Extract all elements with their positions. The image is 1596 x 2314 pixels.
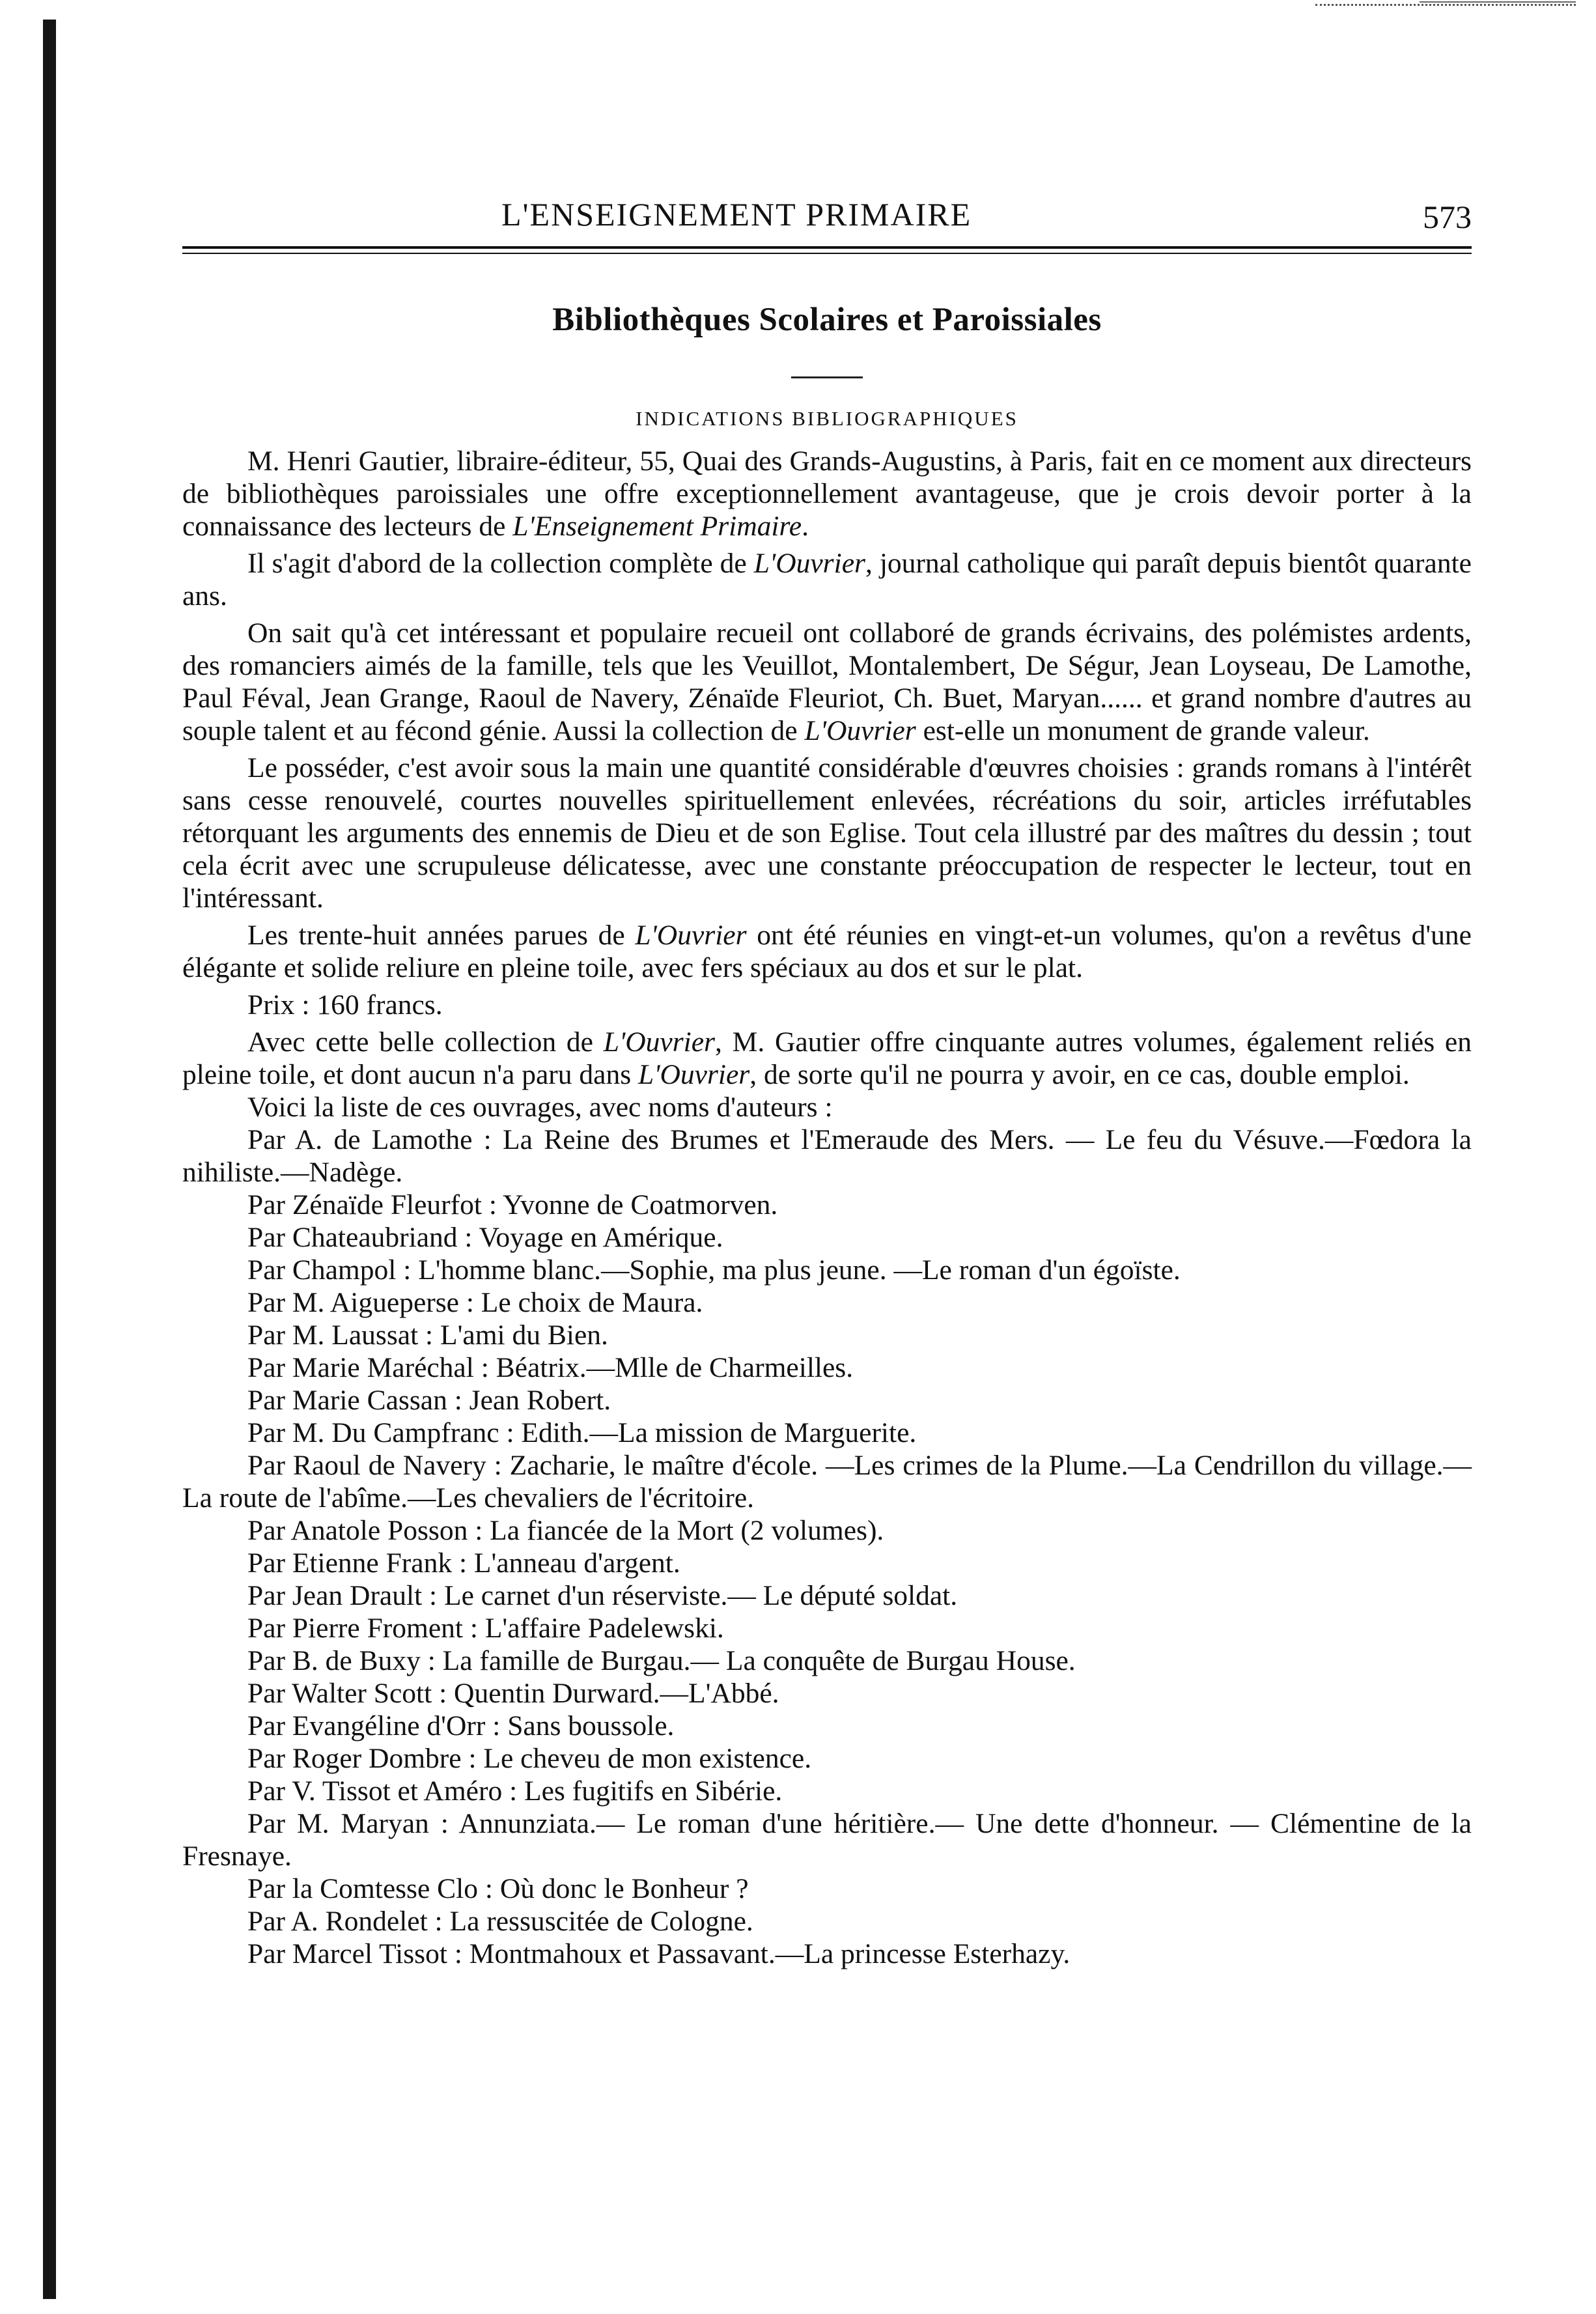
book-list-item: Par Marie Cassan : Jean Robert. bbox=[247, 1385, 611, 1416]
scan-binding-edge bbox=[43, 20, 56, 2299]
book-list-item: Par V. Tissot et Améro : Les fugitifs en Sibérie. bbox=[247, 1775, 783, 1807]
book-list-item: Par Chateaubriand : Voyage en Amérique. bbox=[247, 1222, 723, 1253]
page-number: 573 bbox=[1423, 199, 1472, 235]
book-list-item: Par M. Laussat : L'ami du Bien. bbox=[247, 1319, 608, 1351]
running-title: L'ENSEIGNEMENT PRIMAIRE bbox=[501, 196, 972, 233]
book-page bbox=[182, 182, 1472, 1970]
running-head bbox=[182, 182, 1472, 234]
book-list-item: Par Pierre Froment : L'affaire Padelewski. bbox=[247, 1613, 724, 1644]
book-list bbox=[182, 1123, 1472, 1970]
book-list-item: Par Champol : L'homme blanc.—Sophie, ma plus jeune. —Le roman d'un égoïste. bbox=[247, 1254, 1181, 1286]
book-list-item: Par la Comtesse Clo : Où donc le Bonheur ? bbox=[247, 1873, 749, 1904]
price-line: Prix : 160 francs. bbox=[247, 989, 443, 1021]
book-list-item: Par A. de Lamothe : La Reine des Brumes et l'Emeraude des Mers. — Le feu du Vésuve.—Fœdora la nihiliste.—Nadège. bbox=[182, 1124, 1472, 1188]
book-list-item: Par Etienne Frank : L'anneau d'argent. bbox=[247, 1547, 680, 1579]
book-list-item: Par Evangéline d'Orr : Sans boussole. bbox=[247, 1710, 675, 1742]
book-list-item: Par M. Aigueperse : Le choix de Maura. bbox=[247, 1287, 703, 1318]
paragraph-4: Le posséder, c'est avoir sous la main une quantité considérable d'œuvres choisies : grands romans à l'intérêt sans cesse renouvelé, courtes nouvelles spirituellement enlevées, récréations du soir, articles irréfutables rétorquant les arguments des ennemis de Dieu et de son Eglise. Tout cela illustré par des maîtres du dessin ; tout cela écrit avec une scrupuleuse délicatesse, avec une constante préoccupation de respecter le lecteur, tout en l'intéressant. bbox=[182, 752, 1472, 914]
paragraph-5: Les trente-huit années parues de L'Ouvrier ont été réunies en vingt-et-un volumes, qu'on a revêtus d'une élégante et solide reliure en pleine toile, avec fers spéciaux au dos et sur le plat. bbox=[182, 920, 1472, 983]
paragraph-7: Avec cette belle collection de L'Ouvrier, M. Gautier offre cinquante autres volumes, également reliés en pleine toile, et dont aucun n'a paru dans L'Ouvrier, de sorte qu'il ne pourra y avoir, en ce cas, double emploi. bbox=[182, 1026, 1472, 1090]
scan-speckle-line bbox=[1420, 1, 1576, 3]
scan-speckle bbox=[1315, 4, 1576, 8]
book-list-item: Par Zénaïde Fleurfot : Yvonne de Coatmorven. bbox=[247, 1189, 778, 1220]
article-title: Bibliothèques Scolaires et Paroissiales bbox=[552, 302, 1102, 338]
book-list-item: Par Roger Dombre : Le cheveu de mon existence. bbox=[247, 1743, 812, 1774]
list-intro: Voici la liste de ces ouvrages, avec noms d'auteurs : bbox=[247, 1092, 833, 1123]
paragraph-2: Il s'agit d'abord de la collection complète de L'Ouvrier, journal catholique qui paraît depuis bientôt quarante ans. bbox=[182, 548, 1472, 612]
article-body bbox=[182, 445, 1472, 1970]
header-rule bbox=[182, 246, 1472, 249]
book-list-item: Par Raoul de Navery : Zacharie, le maître d'école. —Les crimes de la Plume.—La Cendrillon du village.—La route de l'abîme.—Les chevaliers de l'écritoire. bbox=[182, 1450, 1472, 1514]
book-list-item: Par M. Maryan : Annunziata.— Le roman d'une héritière.— Une dette d'honneur. — Clémentine de la Fresnaye. bbox=[182, 1808, 1472, 1872]
book-list-item: Par B. de Buxy : La famille de Burgau.— La conquête de Burgau House. bbox=[247, 1645, 1076, 1676]
journal-title: L'Ouvrier bbox=[804, 715, 916, 746]
book-list-item: Par Marcel Tissot : Montmahoux et Passavant.—La princesse Esterhazy. bbox=[247, 1938, 1071, 1969]
paragraph-1: M. Henri Gautier, libraire-éditeur, 55, Quai des Grands-Augustins, à Paris, fait en ce moment aux directeurs de bibliothèques paroissiales une offre exceptionnellement avantageuse, que je crois devoir porter à la connaissance des lecteurs de L'Enseignement Primaire. bbox=[182, 445, 1472, 542]
book-list-item: Par Marie Maréchal : Béatrix.—Mlle de Charmeilles. bbox=[247, 1352, 854, 1383]
book-list-item: Par A. Rondelet : La ressuscitée de Cologne. bbox=[247, 1906, 753, 1937]
book-list-item: Par Jean Drault : Le carnet d'un réserviste.— Le député soldat. bbox=[247, 1580, 958, 1611]
journal-title: L'Ouvrier bbox=[753, 548, 865, 579]
journal-title: L'Ouvrier bbox=[638, 1059, 750, 1090]
book-list-item: Par Anatole Posson : La fiancée de la Mort (2 volumes). bbox=[247, 1515, 884, 1546]
title-divider bbox=[791, 376, 863, 378]
book-list-item: Par Walter Scott : Quentin Durward.—L'Abbé. bbox=[247, 1678, 779, 1709]
journal-title: L'Ouvrier bbox=[635, 920, 747, 951]
book-list-item: Par M. Du Campfranc : Edith.—La mission de Marguerite. bbox=[247, 1417, 917, 1448]
header-rule-thin bbox=[182, 253, 1472, 254]
journal-title: L'Enseignement Primaire bbox=[512, 511, 802, 542]
paragraph-3: On sait qu'à cet intéressant et populaire recueil ont collaboré de grands écrivains, des polémistes ardents, des romanciers aimés de la famille, tels que les Veuillot, Montalembert, De Ségur, Jean Loyseau, De Lamothe, Paul Féval, Jean Grange, Raoul de Navery, Zénaïde Fleuriot, Ch. Buet, Maryan...... et grand nombre d'autres au souple talent et au fécond génie. Aussi la collection de L'Ouvrier est-elle un monument de grande valeur. bbox=[182, 617, 1472, 746]
section-label: INDICATIONS BIBLIOGRAPHIQUES bbox=[636, 407, 1018, 430]
journal-title: L'Ouvrier bbox=[603, 1026, 715, 1058]
